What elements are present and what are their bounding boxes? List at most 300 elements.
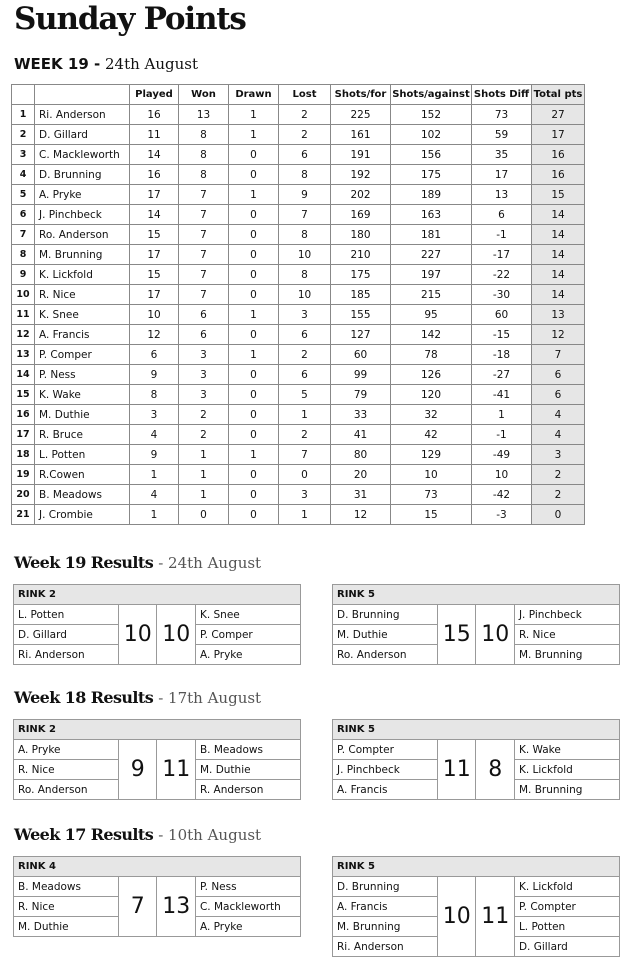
drawn-cell: 1 xyxy=(229,345,279,365)
lost-cell: 10 xyxy=(279,285,331,305)
total-pts-cell: 14 xyxy=(532,245,585,265)
lost-cell: 1 xyxy=(279,505,331,525)
player-name-cell: J. Pinchbeck xyxy=(35,205,130,225)
drawn-cell: 1 xyxy=(229,125,279,145)
shots-for-cell: 202 xyxy=(331,185,391,205)
table-row xyxy=(12,205,585,225)
rank-cell: 16 xyxy=(12,405,35,425)
player-name-cell: R.Cowen xyxy=(35,465,130,485)
table-row xyxy=(12,245,585,265)
total-pts-cell: 6 xyxy=(532,385,585,405)
shots-diff-cell: 59 xyxy=(472,125,532,145)
rink-result-card xyxy=(13,719,301,800)
shots-diff-cell: -1 xyxy=(472,225,532,245)
total-pts-cell: 7 xyxy=(532,345,585,365)
shots-against-cell: 189 xyxy=(391,185,472,205)
left-team-player: B. Meadows xyxy=(14,877,119,897)
shots-against-cell: 32 xyxy=(391,405,472,425)
total-pts-cell: 13 xyxy=(532,305,585,325)
rank-cell: 9 xyxy=(12,265,35,285)
won-cell: 3 xyxy=(179,365,229,385)
rank-cell: 8 xyxy=(12,245,35,265)
shots-against-cell: 120 xyxy=(391,385,472,405)
shots-diff-cell: -30 xyxy=(472,285,532,305)
player-name-cell: K. Snee xyxy=(35,305,130,325)
rank-cell: 19 xyxy=(12,465,35,485)
table-row xyxy=(12,325,585,345)
drawn-cell: 0 xyxy=(229,145,279,165)
lost-cell: 10 xyxy=(279,245,331,265)
total-pts-cell: 2 xyxy=(532,485,585,505)
results-title: Week 19 Results xyxy=(14,553,154,572)
table-row xyxy=(12,405,585,425)
drawn-cell: 1 xyxy=(229,445,279,465)
won-cell: 8 xyxy=(179,145,229,165)
right-team-score: 10 xyxy=(157,605,195,665)
shots-against-cell: 73 xyxy=(391,485,472,505)
shots-diff-cell: -27 xyxy=(472,365,532,385)
drawn-cell: 0 xyxy=(229,285,279,305)
player-name-cell: L. Potten xyxy=(35,445,130,465)
left-team-player: M. Duthie xyxy=(333,625,438,645)
drawn-cell: 0 xyxy=(229,205,279,225)
player-name-cell: Ri. Anderson xyxy=(35,105,130,125)
total-pts-cell: 12 xyxy=(532,325,585,345)
shots-for-cell: 41 xyxy=(331,425,391,445)
table-row xyxy=(12,485,585,505)
results-date: - 24th August xyxy=(158,554,262,572)
drawn-cell: 0 xyxy=(229,225,279,245)
rink-result-card xyxy=(332,584,620,665)
shots-diff-cell: -3 xyxy=(472,505,532,525)
won-cell: 6 xyxy=(179,305,229,325)
right-team-player: P. Ness xyxy=(195,877,300,897)
total-pts-cell: 15 xyxy=(532,185,585,205)
won-cell: 1 xyxy=(179,485,229,505)
shots-against-cell: 102 xyxy=(391,125,472,145)
left-team-player: P. Compter xyxy=(333,740,438,760)
shots-diff-cell: 10 xyxy=(472,465,532,485)
shots-for-cell: 99 xyxy=(331,365,391,385)
won-cell: 0 xyxy=(179,505,229,525)
played-cell: 14 xyxy=(130,205,179,225)
results-title: Week 18 Results xyxy=(14,688,154,707)
total-pts-cell: 14 xyxy=(532,265,585,285)
right-team-player: L. Potten xyxy=(514,917,619,937)
shots-against-cell: 10 xyxy=(391,465,472,485)
left-team-player: A. Francis xyxy=(333,780,438,800)
table-row xyxy=(12,305,585,325)
table-row xyxy=(12,425,585,445)
drawn-cell: 0 xyxy=(229,265,279,285)
right-team-score: 10 xyxy=(476,605,514,665)
shots-diff-cell: -22 xyxy=(472,265,532,285)
player-name-cell: D. Brunning xyxy=(35,165,130,185)
drawn-cell: 0 xyxy=(229,505,279,525)
played-cell: 4 xyxy=(130,425,179,445)
played-cell: 9 xyxy=(130,445,179,465)
rank-cell: 10 xyxy=(12,285,35,305)
played-cell: 17 xyxy=(130,285,179,305)
shots-for-cell: 175 xyxy=(331,265,391,285)
shots-against-cell: 227 xyxy=(391,245,472,265)
played-cell: 10 xyxy=(130,305,179,325)
shots-against-cell: 129 xyxy=(391,445,472,465)
rank-cell: 17 xyxy=(12,425,35,445)
shots-for-cell: 33 xyxy=(331,405,391,425)
rank-cell: 14 xyxy=(12,365,35,385)
total-pts-cell: 17 xyxy=(532,125,585,145)
drawn-cell: 1 xyxy=(229,305,279,325)
left-team-player: Ro. Anderson xyxy=(14,780,119,800)
drawn-cell: 0 xyxy=(229,325,279,345)
rank-cell: 4 xyxy=(12,165,35,185)
drawn-cell: 0 xyxy=(229,485,279,505)
played-cell: 3 xyxy=(130,405,179,425)
right-team-player: C. Mackleworth xyxy=(195,897,300,917)
shots-for-cell: 225 xyxy=(331,105,391,125)
drawn-cell: 0 xyxy=(229,465,279,485)
shots-against-cell: 15 xyxy=(391,505,472,525)
shots-diff-cell: 60 xyxy=(472,305,532,325)
rink-name: RINK 2 xyxy=(14,720,301,740)
shots-against-header: Shots/against xyxy=(391,85,472,105)
shots-diff-cell: -18 xyxy=(472,345,532,365)
played-cell: 6 xyxy=(130,345,179,365)
played-cell: 17 xyxy=(130,185,179,205)
lost-cell: 7 xyxy=(279,445,331,465)
won-cell: 7 xyxy=(179,265,229,285)
shots-for-cell: 161 xyxy=(331,125,391,145)
table-row xyxy=(12,365,585,385)
right-team-player: R. Nice xyxy=(514,625,619,645)
right-team-score: 11 xyxy=(157,740,195,800)
left-team-player: M. Brunning xyxy=(333,917,438,937)
right-team-player: M. Brunning xyxy=(514,645,619,665)
player-name-cell: D. Gillard xyxy=(35,125,130,145)
played-cell: 16 xyxy=(130,105,179,125)
total-pts-cell: 14 xyxy=(532,225,585,245)
league-body xyxy=(12,105,585,525)
lost-cell: 3 xyxy=(279,485,331,505)
table-row xyxy=(12,225,585,245)
shots-against-cell: 197 xyxy=(391,265,472,285)
left-team-player: D. Brunning xyxy=(333,877,438,897)
shots-diff-cell: 17 xyxy=(472,165,532,185)
won-cell: 6 xyxy=(179,325,229,345)
lost-cell: 8 xyxy=(279,225,331,245)
rink-name: RINK 5 xyxy=(333,720,620,740)
shots-for-cell: 127 xyxy=(331,325,391,345)
right-team-player: K. Snee xyxy=(195,605,300,625)
drawn-cell: 1 xyxy=(229,105,279,125)
rank-cell: 6 xyxy=(12,205,35,225)
player-name-cell: C. Mackleworth xyxy=(35,145,130,165)
shots-for-cell: 12 xyxy=(331,505,391,525)
left-team-player: A. Pryke xyxy=(14,740,119,760)
rink-name: RINK 5 xyxy=(333,585,620,605)
lost-cell: 5 xyxy=(279,385,331,405)
right-team-player: P. Compter xyxy=(514,897,619,917)
left-team-player: R. Nice xyxy=(14,760,119,780)
player-name-cell: R. Bruce xyxy=(35,425,130,445)
lost-cell: 8 xyxy=(279,165,331,185)
page-title: Sunday Points xyxy=(14,1,246,37)
right-team-player: K. Lickfold xyxy=(514,760,619,780)
right-team-player: R. Anderson xyxy=(195,780,300,800)
player-name-cell: P. Comper xyxy=(35,345,130,365)
shots-diff-header: Shots Diff xyxy=(472,85,532,105)
shots-for-cell: 210 xyxy=(331,245,391,265)
shots-diff-cell: 6 xyxy=(472,205,532,225)
shots-diff-cell: 73 xyxy=(472,105,532,125)
table-row xyxy=(12,505,585,525)
rank-header xyxy=(12,85,35,105)
right-team-player: K. Wake xyxy=(514,740,619,760)
total-pts-cell: 4 xyxy=(532,405,585,425)
total-pts-cell: 16 xyxy=(532,145,585,165)
won-cell: 7 xyxy=(179,185,229,205)
played-cell: 4 xyxy=(130,485,179,505)
won-header: Won xyxy=(179,85,229,105)
rank-cell: 20 xyxy=(12,485,35,505)
rank-cell: 18 xyxy=(12,445,35,465)
right-team-player: M. Duthie xyxy=(195,760,300,780)
shots-for-cell: 80 xyxy=(331,445,391,465)
shots-for-cell: 20 xyxy=(331,465,391,485)
lost-cell: 9 xyxy=(279,185,331,205)
shots-for-cell: 191 xyxy=(331,145,391,165)
lost-cell: 0 xyxy=(279,465,331,485)
played-cell: 15 xyxy=(130,265,179,285)
right-team-player: K. Lickfold xyxy=(514,877,619,897)
drawn-cell: 0 xyxy=(229,385,279,405)
right-team-player: J. Pinchbeck xyxy=(514,605,619,625)
left-team-score: 11 xyxy=(438,740,476,800)
drawn-cell: 1 xyxy=(229,185,279,205)
drawn-cell: 0 xyxy=(229,365,279,385)
rank-cell: 7 xyxy=(12,225,35,245)
player-name-cell: J. Crombie xyxy=(35,505,130,525)
lost-cell: 7 xyxy=(279,205,331,225)
total-pts-cell: 14 xyxy=(532,285,585,305)
total-pts-cell: 0 xyxy=(532,505,585,525)
rank-cell: 21 xyxy=(12,505,35,525)
rink-result-card xyxy=(332,719,620,800)
total-pts-cell: 4 xyxy=(532,425,585,445)
week-heading xyxy=(14,55,198,73)
shots-for-cell: 185 xyxy=(331,285,391,305)
right-team-player: B. Meadows xyxy=(195,740,300,760)
rink-name: RINK 4 xyxy=(14,857,301,877)
lost-cell: 2 xyxy=(279,125,331,145)
week-date: 24th August xyxy=(105,55,199,73)
player-name-cell: K. Lickfold xyxy=(35,265,130,285)
shots-for-cell: 155 xyxy=(331,305,391,325)
left-team-score: 10 xyxy=(119,605,157,665)
rank-cell: 5 xyxy=(12,185,35,205)
won-cell: 2 xyxy=(179,425,229,445)
right-team-player: P. Comper xyxy=(195,625,300,645)
total-pts-cell: 16 xyxy=(532,165,585,185)
total-pts-cell: 2 xyxy=(532,465,585,485)
player-name-cell: A. Pryke xyxy=(35,185,130,205)
total-pts-cell: 27 xyxy=(532,105,585,125)
shots-against-cell: 215 xyxy=(391,285,472,305)
won-cell: 1 xyxy=(179,465,229,485)
drawn-cell: 0 xyxy=(229,425,279,445)
shots-diff-cell: -17 xyxy=(472,245,532,265)
won-cell: 7 xyxy=(179,245,229,265)
shots-for-cell: 31 xyxy=(331,485,391,505)
left-team-score: 15 xyxy=(438,605,476,665)
table-row xyxy=(12,145,585,165)
rank-cell: 2 xyxy=(12,125,35,145)
won-cell: 7 xyxy=(179,285,229,305)
player-name-cell: A. Francis xyxy=(35,325,130,345)
results-heading xyxy=(14,688,261,707)
shots-diff-cell: 35 xyxy=(472,145,532,165)
shots-for-cell: 169 xyxy=(331,205,391,225)
player-name-cell: R. Nice xyxy=(35,285,130,305)
rink-result-card xyxy=(13,584,301,665)
lost-cell: 6 xyxy=(279,325,331,345)
table-row xyxy=(12,345,585,365)
won-cell: 8 xyxy=(179,165,229,185)
played-cell: 16 xyxy=(130,165,179,185)
left-team-score: 10 xyxy=(438,877,476,957)
player-name-cell: K. Wake xyxy=(35,385,130,405)
played-cell: 9 xyxy=(130,365,179,385)
right-team-player: A. Pryke xyxy=(195,645,300,665)
shots-against-cell: 95 xyxy=(391,305,472,325)
player-name-cell: M. Brunning xyxy=(35,245,130,265)
player-name-cell: M. Duthie xyxy=(35,405,130,425)
won-cell: 7 xyxy=(179,225,229,245)
drawn-cell: 0 xyxy=(229,405,279,425)
results-heading xyxy=(14,825,261,844)
left-team-player: L. Potten xyxy=(14,605,119,625)
shots-diff-cell: -41 xyxy=(472,385,532,405)
shots-for-cell: 79 xyxy=(331,385,391,405)
won-cell: 1 xyxy=(179,445,229,465)
played-cell: 1 xyxy=(130,465,179,485)
left-team-player: J. Pinchbeck xyxy=(333,760,438,780)
player-name-cell: B. Meadows xyxy=(35,485,130,505)
left-team-player: D. Gillard xyxy=(14,625,119,645)
shots-against-cell: 181 xyxy=(391,225,472,245)
left-team-player: D. Brunning xyxy=(333,605,438,625)
won-cell: 7 xyxy=(179,205,229,225)
table-row xyxy=(12,105,585,125)
left-team-player: M. Duthie xyxy=(14,917,119,937)
shots-for-cell: 60 xyxy=(331,345,391,365)
total-pts-header: Total pts xyxy=(532,85,585,105)
shots-diff-cell: -1 xyxy=(472,425,532,445)
shots-diff-cell: 1 xyxy=(472,405,532,425)
right-team-score: 13 xyxy=(157,877,195,937)
won-cell: 8 xyxy=(179,125,229,145)
table-row xyxy=(12,465,585,485)
shots-for-header: Shots/for xyxy=(331,85,391,105)
rank-cell: 11 xyxy=(12,305,35,325)
name-header xyxy=(35,85,130,105)
table-row xyxy=(12,285,585,305)
won-cell: 13 xyxy=(179,105,229,125)
rink-result-card xyxy=(332,856,620,957)
rank-cell: 1 xyxy=(12,105,35,125)
won-cell: 2 xyxy=(179,405,229,425)
rank-cell: 13 xyxy=(12,345,35,365)
lost-cell: 6 xyxy=(279,145,331,165)
league-table xyxy=(11,84,585,525)
table-row xyxy=(12,265,585,285)
total-pts-cell: 14 xyxy=(532,205,585,225)
left-team-player: R. Nice xyxy=(14,897,119,917)
league-header-row xyxy=(12,85,585,105)
shots-diff-cell: -42 xyxy=(472,485,532,505)
played-cell: 14 xyxy=(130,145,179,165)
results-date: - 17th August xyxy=(158,689,262,707)
shots-against-cell: 142 xyxy=(391,325,472,345)
right-team-player: A. Pryke xyxy=(195,917,300,937)
table-row xyxy=(12,385,585,405)
total-pts-cell: 6 xyxy=(532,365,585,385)
left-team-player: Ro. Anderson xyxy=(333,645,438,665)
played-cell: 8 xyxy=(130,385,179,405)
table-row xyxy=(12,445,585,465)
rank-cell: 12 xyxy=(12,325,35,345)
table-row xyxy=(12,185,585,205)
shots-against-cell: 156 xyxy=(391,145,472,165)
shots-against-cell: 152 xyxy=(391,105,472,125)
left-team-player: A. Francis xyxy=(333,897,438,917)
shots-against-cell: 78 xyxy=(391,345,472,365)
lost-header: Lost xyxy=(279,85,331,105)
results-title: Week 17 Results xyxy=(14,825,154,844)
played-cell: 1 xyxy=(130,505,179,525)
shots-for-cell: 192 xyxy=(331,165,391,185)
shots-against-cell: 163 xyxy=(391,205,472,225)
rink-result-card xyxy=(13,856,301,937)
played-cell: 15 xyxy=(130,225,179,245)
shots-against-cell: 126 xyxy=(391,365,472,385)
left-team-score: 9 xyxy=(119,740,157,800)
results-date: - 10th August xyxy=(158,826,262,844)
left-team-player: Ri. Anderson xyxy=(14,645,119,665)
lost-cell: 8 xyxy=(279,265,331,285)
won-cell: 3 xyxy=(179,345,229,365)
rank-cell: 15 xyxy=(12,385,35,405)
shots-against-cell: 42 xyxy=(391,425,472,445)
right-team-score: 8 xyxy=(476,740,514,800)
lost-cell: 2 xyxy=(279,425,331,445)
total-pts-cell: 3 xyxy=(532,445,585,465)
results-heading xyxy=(14,553,261,572)
won-cell: 3 xyxy=(179,385,229,405)
drawn-cell: 0 xyxy=(229,165,279,185)
shots-against-cell: 175 xyxy=(391,165,472,185)
lost-cell: 2 xyxy=(279,345,331,365)
played-cell: 17 xyxy=(130,245,179,265)
shots-diff-cell: 13 xyxy=(472,185,532,205)
right-team-player: M. Brunning xyxy=(514,780,619,800)
rink-name: RINK 2 xyxy=(14,585,301,605)
played-cell: 11 xyxy=(130,125,179,145)
left-team-score: 7 xyxy=(119,877,157,937)
table-row xyxy=(12,125,585,145)
lost-cell: 2 xyxy=(279,105,331,125)
